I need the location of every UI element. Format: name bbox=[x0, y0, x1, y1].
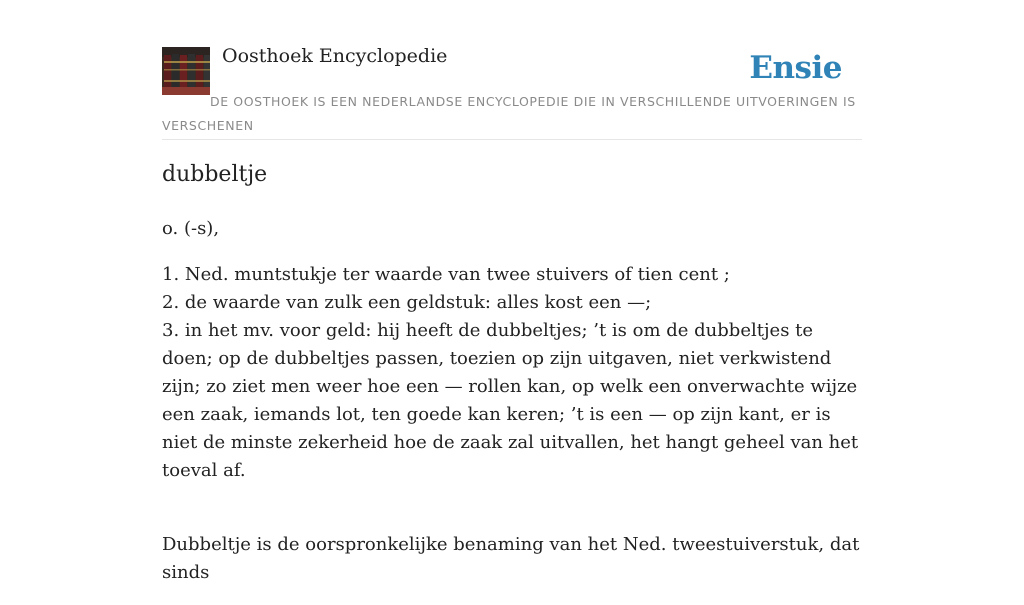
entry-title: dubbeltje bbox=[162, 162, 268, 187]
definition-list bbox=[162, 261, 862, 485]
paragraph-spacer bbox=[162, 503, 862, 531]
brand-logo[interactable]: Ensie bbox=[749, 50, 842, 86]
content-container bbox=[162, 0, 862, 583]
site-header bbox=[162, 0, 862, 140]
definition-item: 3. in het mv. voor geld: hij heeft de dubbeltjes; ’t is om de dubbeltjes te doen; op de dubbeltjes passen, toezien op zijn uitgaven, niet verkwistend zijn; zo ziet men weer hoe een — rollen kan, op welk een onverwachte wijze een zaak, iemands lot, ten goede kan keren; ’t is een — op zijn kant, er is niet de minste zekerheid hoe de zaak zal uitvallen, het hangt geheel van het toeval af. bbox=[162, 320, 859, 481]
definition-item: 2. de waarde van zulk een geldstuk: alles kost een —; bbox=[162, 292, 652, 313]
entry-body bbox=[162, 215, 862, 605]
site-tagline: DE OOSTHOEK IS EEN NEDERLANDSE ENCYCLOPEDIE DIE IN VERSCHILLENDE UITVOERINGEN IS VERSCHENEN bbox=[162, 94, 856, 133]
site-title[interactable]: Oosthoek Encyclopedie bbox=[222, 45, 448, 67]
entry-paragraph: Dubbeltje is de oorspronkelijke benaming van het Ned. tweestuiverstuk, dat sinds bbox=[162, 534, 860, 583]
definition-item: 1. Ned. muntstukje ter waarde van twee stuivers of tien cent ; bbox=[162, 264, 730, 285]
entry-grammar: o. (-s), bbox=[162, 218, 220, 239]
books-icon[interactable] bbox=[162, 47, 210, 95]
